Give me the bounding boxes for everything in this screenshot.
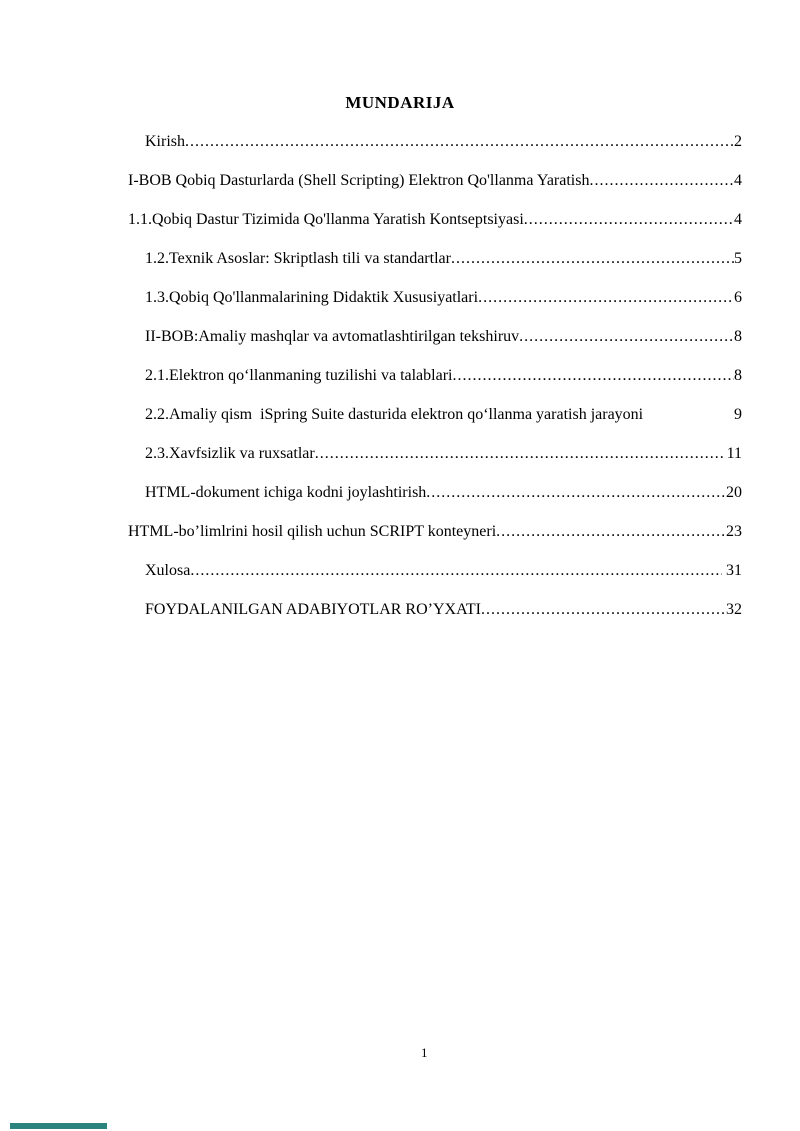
toc-entry-dot-leader — [315, 434, 723, 473]
toc-entry — [0, 239, 742, 278]
toc-entry-dot-leader — [451, 239, 734, 278]
toc-entry-text: 2.3.Xavfsizlik va ruxsatlar — [145, 445, 315, 462]
toc-entry-page: 23 — [726, 523, 742, 540]
toc-entry-page: 4 — [734, 172, 742, 189]
toc-entry-text: I-BOB Qobiq Dasturlarda (Shell Scripting) Elektron Qo'llanma Yaratish — [128, 172, 590, 189]
toc-entry — [0, 317, 742, 356]
toc-entry-dot-leader — [589, 161, 734, 200]
toc-entry-page: 4 — [734, 211, 742, 228]
toc-entry — [0, 473, 742, 512]
toc-entry-dot-leader — [190, 551, 722, 590]
toc-entry — [0, 590, 742, 629]
toc-entry — [0, 122, 742, 161]
toc-entry-dot-leader — [426, 473, 726, 512]
toc-entry-page: 8 — [734, 328, 742, 345]
toc-entry-dot-leader — [524, 200, 734, 239]
toc-entry — [0, 551, 742, 590]
toc-entry-dot-leader — [496, 512, 726, 551]
toc-entry — [0, 356, 742, 395]
toc-entry-page: 8 — [734, 367, 742, 384]
toc-entry — [0, 161, 742, 200]
toc-entry-page: 5 — [734, 250, 742, 267]
footer-page-number: 1 — [421, 1045, 428, 1060]
toc-entry-dot-leader — [185, 122, 734, 161]
toc-entry-text: 1.3.Qobiq Qo'llanmalarining Didaktik Xususiyatlari — [145, 289, 479, 306]
toc-entry-text: 2.1.Elektron qoʻllanmaning tuzilishi va talablari — [145, 367, 453, 384]
toc-entry-text: HTML-bo’limlrini hosil qilish uchun SCRIPT konteyneri — [128, 523, 497, 540]
toc-entry-page: 2 — [734, 133, 742, 150]
progress-bar — [10, 1123, 107, 1129]
toc-entry-text: Kirish — [145, 133, 185, 150]
toc-list — [0, 122, 742, 629]
toc-entry-text: 1.1.Qobiq Dastur Tizimida Qo'llanma Yaratish Kontseptsiyasi — [128, 211, 524, 228]
toc-entry-text: FOYDALANILGAN ADABIYOTLAR RO’YXATI — [145, 601, 481, 618]
toc-entry-text: 1.2.Texnik Asoslar: Skriptlash tili va standartlar — [145, 250, 451, 267]
toc-entry-text: Xulosa — [145, 562, 191, 579]
toc-entry — [0, 512, 742, 551]
page-title: MUNDARIJA — [345, 93, 455, 112]
toc-entry-page: 20 — [726, 484, 742, 501]
toc-entry-page: 6 — [734, 289, 742, 306]
toc-entry-dot-leader — [452, 356, 734, 395]
toc-entry-page: 31 — [722, 562, 742, 579]
toc-entry-dot-leader — [478, 278, 734, 317]
toc-entry-dot-leader — [481, 590, 726, 629]
toc-entry-page: 9 — [730, 406, 742, 423]
toc-entry-page: 32 — [726, 601, 742, 618]
toc-entry-page: 11 — [722, 445, 742, 462]
toc-entry-text: HTML-dokument ichiga kodni joylashtirish — [145, 484, 427, 501]
toc-entry — [0, 200, 742, 239]
toc-entry-text: II-BOB:Amaliy mashqlar va avtomatlashtirilgan tekshiruv — [145, 328, 520, 345]
toc-entry — [0, 278, 742, 317]
toc-entry — [0, 434, 742, 473]
toc-entry — [0, 395, 742, 434]
toc-entry-dot-leader — [519, 317, 734, 356]
toc-entry-text: 2.2.Amaliy qism iSpring Suite dasturida elektron qoʻllanma yaratish jarayoni — [145, 406, 644, 423]
